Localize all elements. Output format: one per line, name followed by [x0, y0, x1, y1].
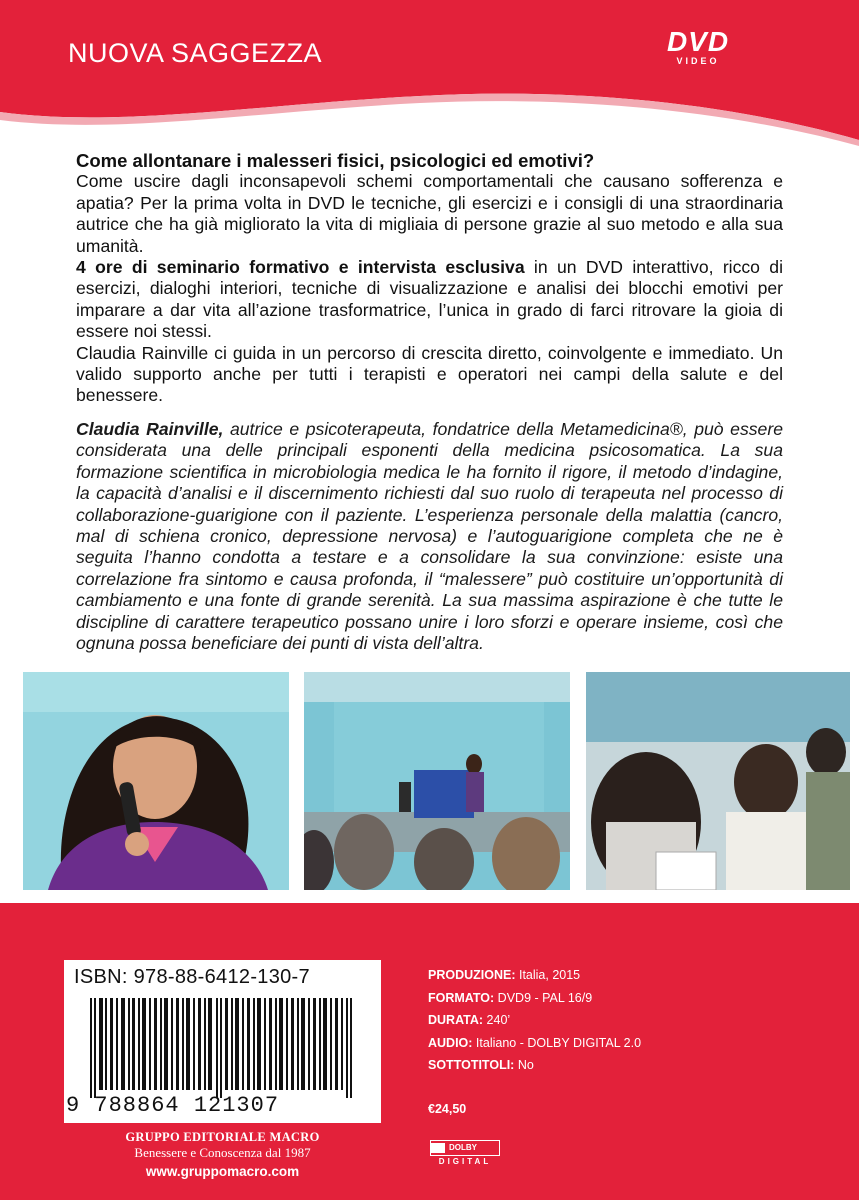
specs-list [428, 968, 641, 1081]
author-bio [76, 419, 783, 654]
photo-audience [586, 672, 850, 890]
spec-key: SOTTOTITOLI: [428, 1058, 515, 1072]
barcode-box [64, 960, 381, 1123]
photo-seminar-stage [304, 672, 570, 890]
headline: Come allontanare i malesseri fisici, psicologici ed emotivi? [76, 150, 595, 171]
series-title: NUOVA SAGGEZZA [68, 38, 323, 68]
author-name: Claudia Rainville, [76, 418, 224, 439]
spec-key: AUDIO: [428, 1035, 473, 1050]
spec-row [428, 1036, 641, 1059]
description-text [76, 150, 783, 654]
photo-speaker-portrait [23, 672, 289, 890]
spec-key: FORMATO: [428, 990, 495, 1005]
seminar-paragraph [76, 257, 783, 343]
price: €24,50 [428, 1102, 467, 1116]
seminar-text: in un DVD interattivo, ricco di esercizi, dialoghi interiori, tecniche di visualizzazione e analisi dei blocchi emotivi per imparare a dar vita all’azione trasformatrice, l’unica in grado di farci ritrovare la gioia di essere noi stessi. [76, 257, 783, 342]
isbn-label: ISBN: 978-88-6412-130-7 [74, 966, 310, 988]
spec-row [428, 1058, 641, 1081]
barcode-bars [90, 998, 362, 1098]
spec-key: PRODUZIONE: [428, 968, 516, 982]
spec-key: DURATA: [428, 1013, 484, 1027]
spec-value: Italia, 2015 [515, 968, 581, 982]
publisher-block [64, 1130, 381, 1184]
top-red-wave-band [0, 0, 859, 160]
spec-row [428, 968, 641, 991]
dolby-logo-box [430, 1140, 500, 1156]
spec-row [428, 991, 641, 1014]
publisher-name: GRUPPO EDITORIALE MACRO [125, 1130, 320, 1144]
dolby-word: DOLBY [449, 1143, 477, 1152]
spec-value: No [514, 1058, 534, 1072]
intro-paragraph: Come uscire dagli inconsapevoli schemi comportamentali che causano sofferenza e apatia? Per la prima volta in DVD le tecniche, gli esercizi e i consigli di una straordinaria autrice che ha già migliorato la vita di migliaia di persone grazie al suo metodo e alla sua umanità. [76, 171, 783, 256]
dolby-double-d-icon [431, 1143, 445, 1153]
guide-paragraph: Claudia Rainville ci guida in un percorso di crescita diretto, coinvolgente e immediato. Un valido supporto anche per tutti i terapisti e operatori nei campi della salute e del benessere. [76, 342, 783, 406]
seminar-highlight: 4 ore di seminario formativo e intervista esclusiva [76, 257, 525, 278]
dvd-video-logo [655, 28, 741, 70]
spec-value: Italiano - DOLBY DIGITAL 2.0 [472, 1035, 642, 1050]
spec-value: DVD9 - PAL 16/9 [494, 990, 593, 1005]
barcode-digits: 9 788864 121307 [66, 1093, 280, 1118]
dolby-digital-logo [430, 1140, 500, 1166]
dvd-logo-text: DVD [666, 26, 730, 57]
spec-value: 240’ [483, 1013, 511, 1027]
author-bio-text: autrice e psicoterapeuta, fondatrice della Metamedicina®, può essere considerata una delle principali esponenti della medicina psicosomatica. La sua formazione scientifica in microbiologia medica le ha fornito il rigore, il metodo d’indagine, la capacità d’analisi e il discernimento richiesti dal suo ruolo di terapeuta nel processo di collaborazione-guarigione con il paziente. L’esperienza personale della malattia (cancro, mal di schiena cronico, depressione nervosa) e l’autoguarigione completa che ne è seguita l’hanno condotta a testare e a consolidare la sua convinzione: esiste una correlazione fra sintomo e causa profonda, il “malessere” può costituire un’opportunità di cambiamento e una fonte di grande serenità. La sua massima aspirazione è che tutte le discipline di carattere terapeutico possano unire i loro sforzi e operare insieme, così che ognuna possa beneficiare dei punti di vista dell’altra. [76, 418, 783, 653]
publisher-website: www.gruppomacro.com [145, 1164, 300, 1179]
publisher-slogan: Benessere e Conoscenza dal 1987 [134, 1145, 311, 1160]
dvd-logo-subtext: VIDEO [676, 56, 720, 66]
spec-row [428, 1013, 641, 1036]
dolby-digital-text: DIGITAL [438, 1157, 492, 1166]
